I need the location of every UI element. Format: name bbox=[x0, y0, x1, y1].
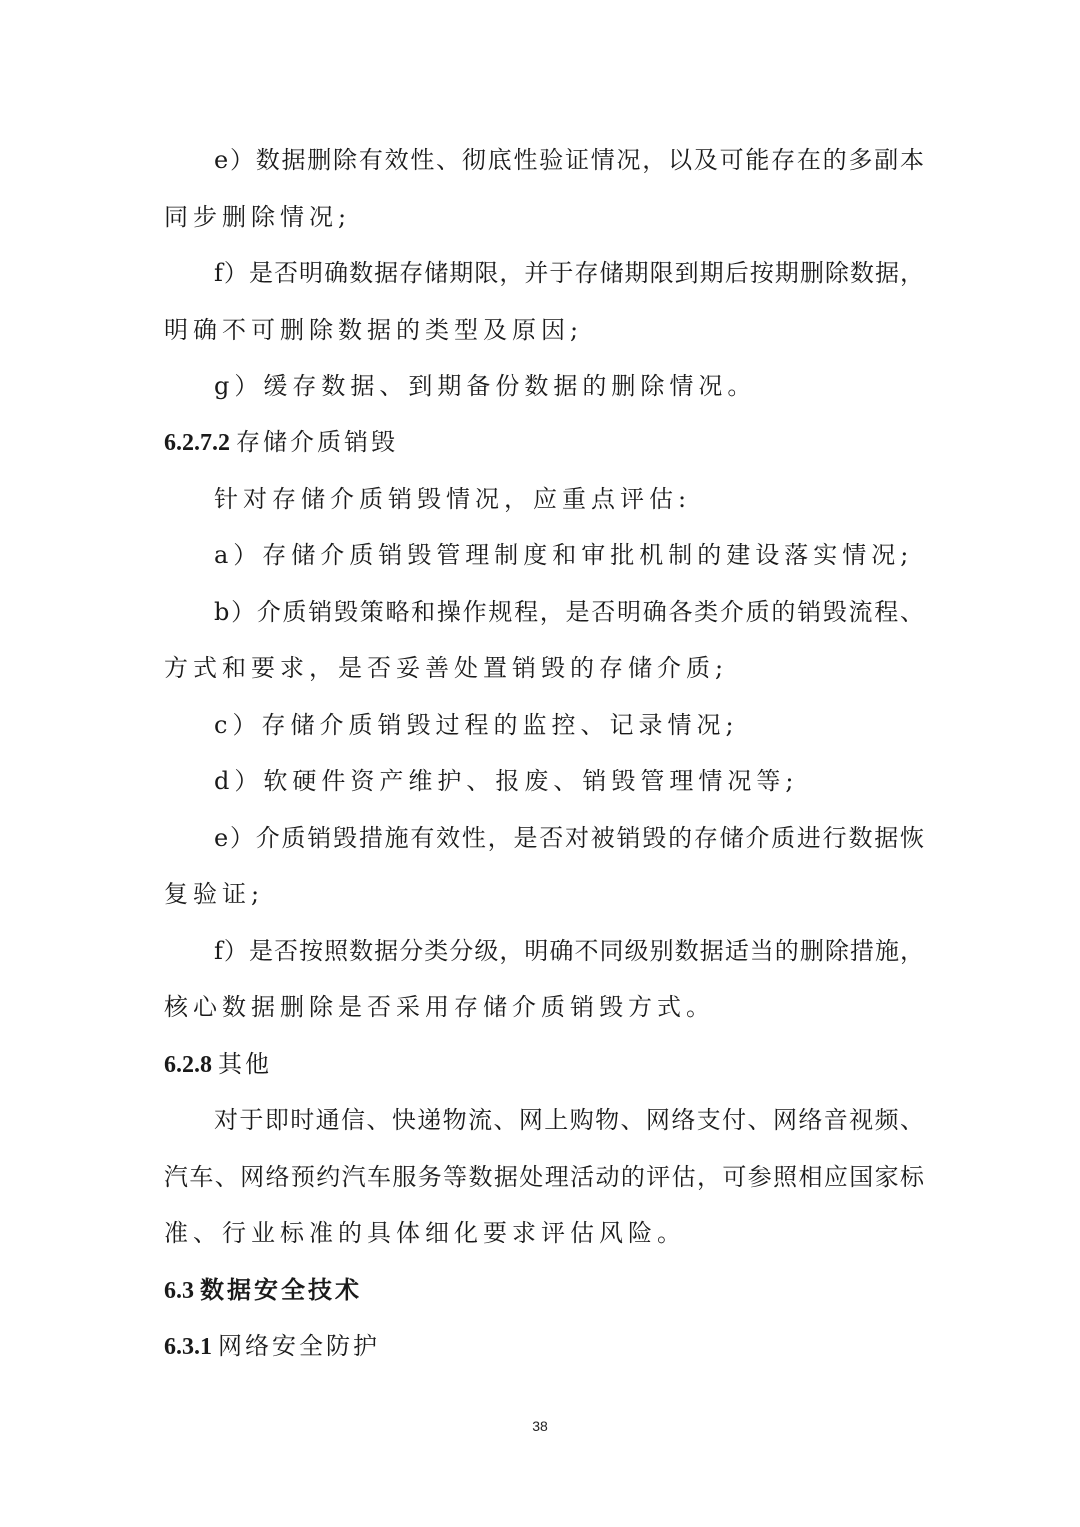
section-number: 6.3.1 bbox=[164, 1334, 212, 1360]
section-heading-6-2-7-2 bbox=[164, 426, 398, 458]
section-number: 6.3 bbox=[164, 1278, 194, 1304]
paragraph-line: 复验证; bbox=[164, 880, 265, 908]
section-title: 数据安全技术 bbox=[200, 1275, 362, 1304]
section-title: 网络安全防护 bbox=[218, 1332, 380, 1360]
paragraph-line: c）存储介质销毁过程的监控、记录情况; bbox=[214, 711, 739, 739]
paragraph-line: e）数据删除有效性、彻底性验证情况，以及可能存在的多副本 bbox=[214, 146, 924, 174]
paragraph-line: f）是否按照数据分类分级，明确不同级别数据适当的删除措施， bbox=[214, 937, 924, 965]
paragraph-line: 汽车、网络预约汽车服务等数据处理活动的评估，可参照相应国家标 bbox=[164, 1163, 924, 1191]
paragraph-line: 明确不可删除数据的类型及原因; bbox=[164, 316, 584, 344]
section-number: 6.2.7.2 bbox=[164, 430, 230, 456]
paragraph-line: g）缓存数据、到期备份数据的删除情况。 bbox=[214, 372, 757, 400]
paragraph-line: 对于即时通信、快递物流、网上购物、网络支付、网络音视频、 bbox=[214, 1106, 924, 1134]
section-title: 存储介质销毁 bbox=[236, 428, 398, 456]
section-number: 6.2.8 bbox=[164, 1052, 212, 1078]
paragraph-line: e）介质销毁措施有效性，是否对被销毁的存储介质进行数据恢 bbox=[214, 824, 924, 852]
paragraph-line: 方式和要求，是否妥善处置销毁的存储介质; bbox=[164, 654, 729, 682]
paragraph-line: a）存储介质销毁管理制度和审批机制的建设落实情况; bbox=[214, 541, 914, 569]
page-number: 38 bbox=[532, 1418, 548, 1434]
paragraph-line: 核心数据删除是否采用存储介质销毁方式。 bbox=[164, 993, 715, 1021]
paragraph-line: b）介质销毁策略和操作规程，是否明确各类介质的销毁流程、 bbox=[214, 598, 924, 626]
section-heading-6-3-1 bbox=[164, 1330, 380, 1362]
section-heading-6-3 bbox=[164, 1274, 362, 1306]
paragraph-line: 同步删除情况; bbox=[164, 203, 352, 231]
section-title: 其他 bbox=[218, 1050, 272, 1078]
paragraph-line: f）是否明确数据存储期限，并于存储期限到期后按期删除数据， bbox=[214, 259, 924, 287]
paragraph-line: d）软硬件资产维护、报废、销毁管理情况等; bbox=[214, 767, 799, 795]
section-heading-6-2-8 bbox=[164, 1048, 272, 1080]
paragraph-line: 准、行业标准的具体细化要求评估风险。 bbox=[164, 1219, 686, 1247]
paragraph-line: 针对存储介质销毁情况，应重点评估: bbox=[214, 485, 692, 513]
